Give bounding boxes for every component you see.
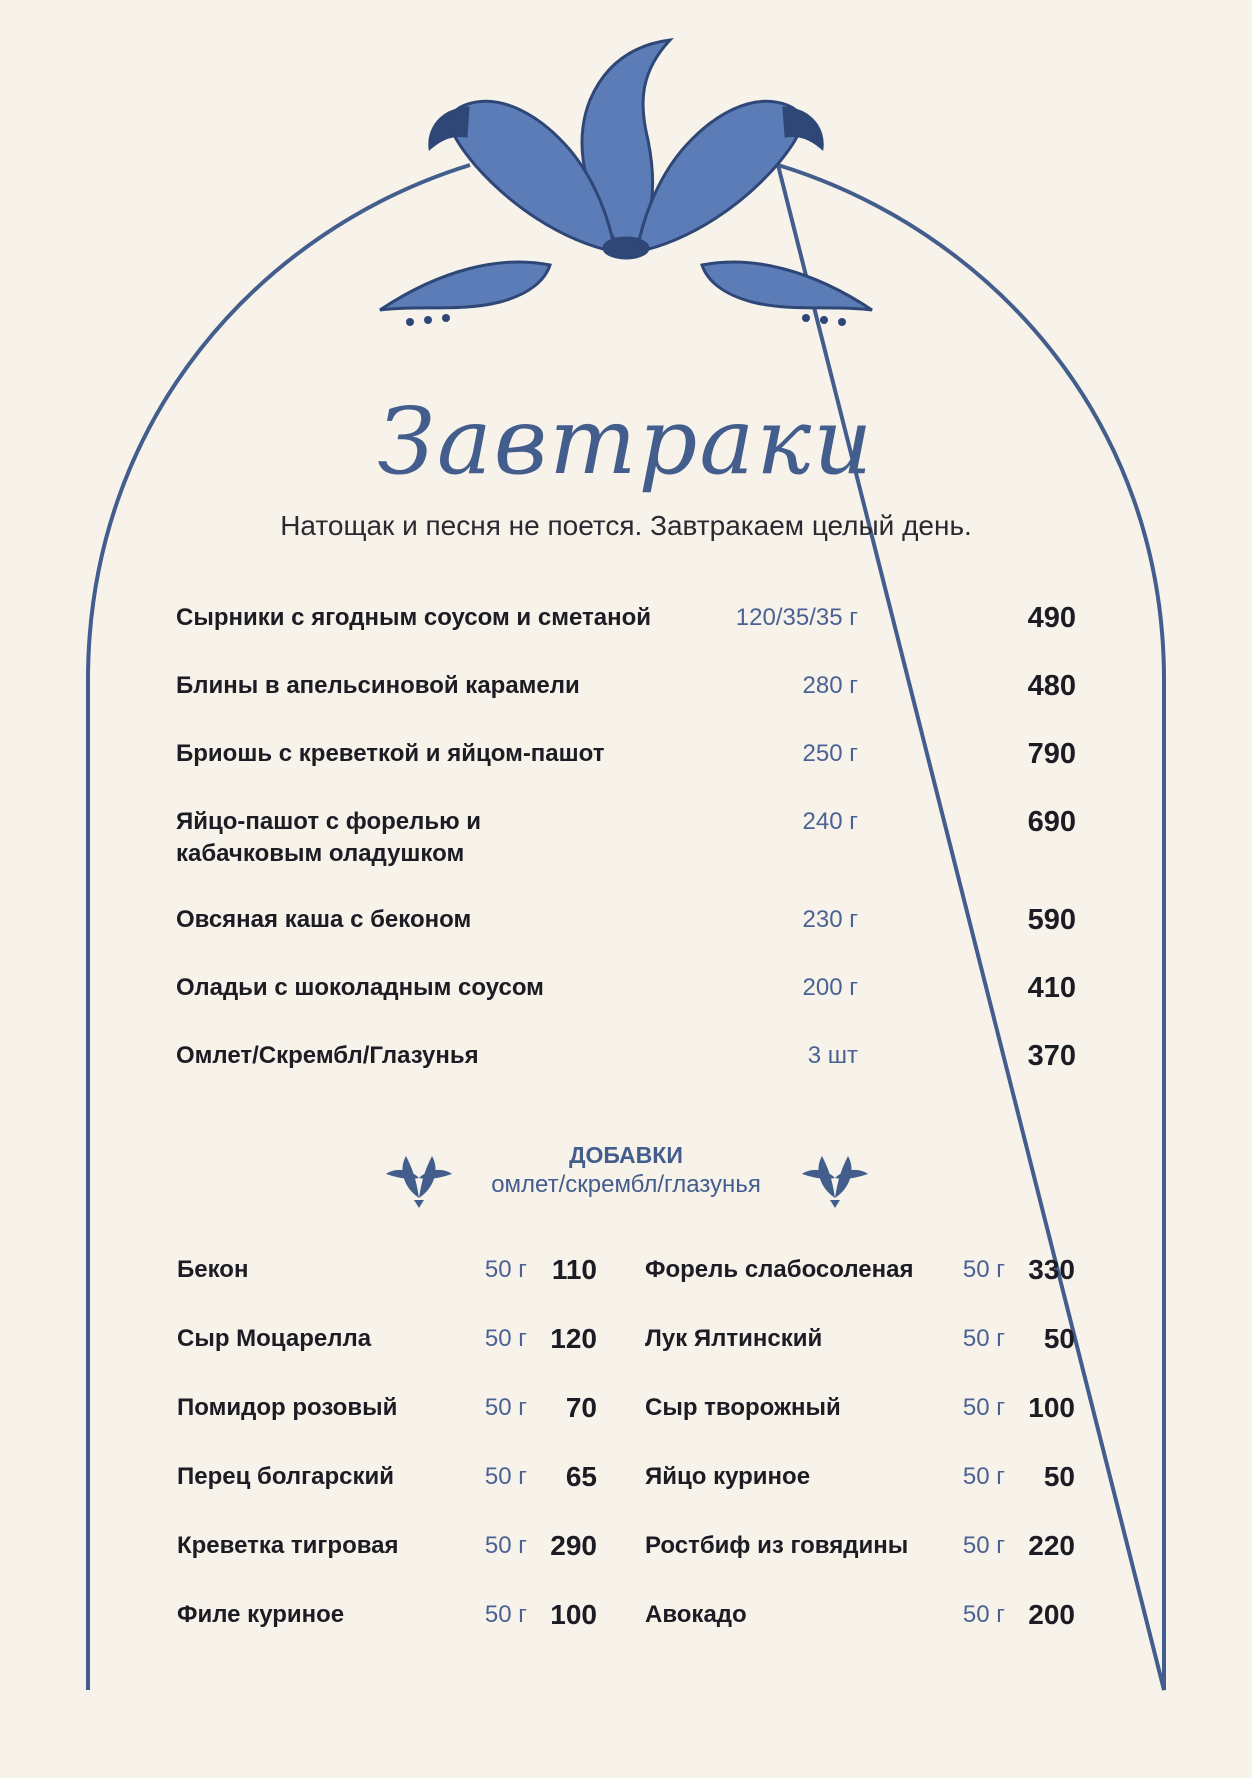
addon-item <box>645 1323 1075 1392</box>
menu-item-name: Оладьи с шоколадным соусом <box>176 974 544 1001</box>
addon-weight: 50 г <box>484 1463 527 1490</box>
addon-weight: 50 г <box>962 1532 1005 1559</box>
addons-right-column <box>645 1254 1075 1668</box>
addon-price: 330 <box>1028 1254 1075 1285</box>
page-title: Завтраки <box>377 388 875 495</box>
menu-item-weight: 280 г <box>802 672 858 699</box>
menu-item <box>176 602 1076 670</box>
addon-item <box>177 1392 597 1461</box>
addon-name: Лук Ялтинский <box>645 1325 823 1352</box>
addon-price: 100 <box>550 1599 597 1630</box>
menu-item-weight: 250 г <box>802 740 858 767</box>
menu-item-price: 370 <box>1027 1040 1076 1072</box>
menu-item-name: Яйцо-пашот с форелью и кабачковым оладушком <box>176 808 482 867</box>
addon-weight: 50 г <box>484 1256 527 1283</box>
menu-item <box>176 1040 1076 1108</box>
addon-weight: 50 г <box>962 1463 1005 1490</box>
addon-weight: 50 г <box>962 1256 1005 1283</box>
page-subtitle: Натощак и песня не поется. Завтракаем целый день. <box>280 510 972 541</box>
addon-price: 290 <box>550 1530 597 1561</box>
menu-item-price: 790 <box>1027 738 1076 770</box>
addons-left-column <box>177 1254 597 1668</box>
menu-item-name: Овсяная каша с беконом <box>176 906 472 933</box>
menu-item-name: Бриошь с креветкой и яйцом-пашот <box>176 740 605 767</box>
addon-item <box>177 1461 597 1530</box>
addon-name: Ростбиф из говядины <box>645 1532 909 1559</box>
addon-item <box>645 1254 1075 1323</box>
menu-item-price: 480 <box>1027 670 1076 702</box>
addon-item <box>177 1254 597 1323</box>
addon-name: Авокадо <box>645 1601 747 1628</box>
addon-price: 70 <box>565 1392 597 1423</box>
addons-title: ДОБАВКИ <box>569 1142 683 1168</box>
folk-flower-ornament-icon <box>370 30 882 330</box>
menu-item-weight: 240 г <box>802 808 858 835</box>
addon-item <box>645 1530 1075 1599</box>
menu-item-price: 690 <box>1027 806 1076 838</box>
addon-price: 200 <box>1028 1599 1075 1630</box>
addon-weight: 50 г <box>484 1601 527 1628</box>
addon-price: 50 <box>1043 1323 1075 1354</box>
addon-weight: 50 г <box>962 1601 1005 1628</box>
addon-weight: 50 г <box>484 1532 527 1559</box>
addon-name: Форель слабосоленая <box>645 1256 914 1283</box>
addon-name: Помидор розовый <box>177 1394 398 1421</box>
small-flower-ornament-icon <box>800 1138 870 1208</box>
addon-weight: 50 г <box>962 1325 1005 1352</box>
menu-item-price: 490 <box>1027 602 1076 634</box>
addon-item <box>177 1323 597 1392</box>
addon-name: Перец болгарский <box>177 1463 395 1490</box>
addon-name: Яйцо куриное <box>645 1463 811 1490</box>
menu-item <box>176 806 1076 904</box>
addon-item <box>645 1461 1075 1530</box>
menu-item-weight: 230 г <box>802 906 858 933</box>
addon-weight: 50 г <box>962 1394 1005 1421</box>
addon-name: Бекон <box>177 1256 249 1283</box>
menu-item-price: 590 <box>1027 904 1076 936</box>
menu-item <box>176 670 1076 738</box>
addon-price: 65 <box>565 1461 597 1492</box>
addon-item <box>177 1599 597 1668</box>
addon-item <box>177 1530 597 1599</box>
addon-price: 100 <box>1028 1392 1075 1423</box>
addon-weight: 50 г <box>484 1325 527 1352</box>
addon-item <box>645 1392 1075 1461</box>
menu-item <box>176 904 1076 972</box>
menu-item <box>176 738 1076 806</box>
addon-name: Филе куриное <box>177 1601 345 1628</box>
addon-price: 110 <box>551 1254 597 1285</box>
menu-item-weight: 200 г <box>802 974 858 1001</box>
menu-item-name: Омлет/Скрембл/Глазунья <box>176 1042 479 1069</box>
menu-item-name: Блины в апельсиновой карамели <box>176 672 580 699</box>
breakfast-menu <box>176 602 1076 1108</box>
menu-item-price: 410 <box>1027 972 1076 1004</box>
menu-item-weight: 120/35/35 г <box>735 604 858 631</box>
addon-name: Креветка тигровая <box>177 1532 399 1559</box>
addons-heading <box>0 1140 1252 1200</box>
addon-item <box>645 1599 1075 1668</box>
addon-price: 120 <box>550 1323 597 1354</box>
addons-subtitle: омлет/скрембл/глазунья <box>491 1171 761 1198</box>
menu-item-name: Сырники с ягодным соусом и сметаной <box>176 604 651 631</box>
addon-name: Сыр Моцарелла <box>177 1325 372 1352</box>
addon-name: Сыр творожный <box>645 1394 841 1421</box>
menu-item-weight: 3 шт <box>807 1042 858 1069</box>
addon-weight: 50 г <box>484 1394 527 1421</box>
addon-price: 220 <box>1028 1530 1075 1561</box>
addon-price: 50 <box>1043 1461 1075 1492</box>
menu-item <box>176 972 1076 1040</box>
